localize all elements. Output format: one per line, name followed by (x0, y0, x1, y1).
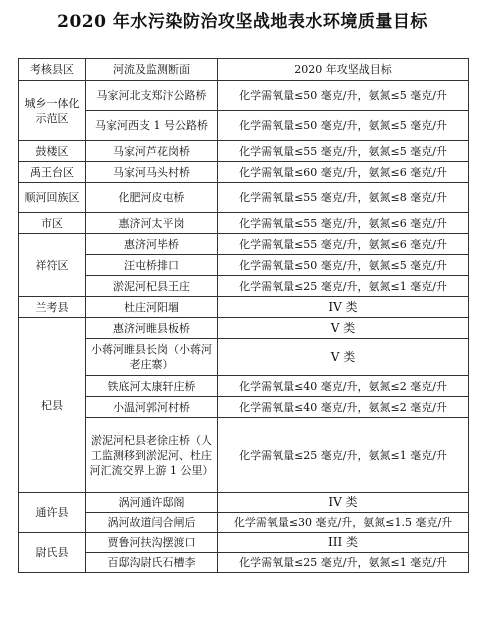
target-cell: 化学需氧量≤50 毫克/升，氨氮≤5 毫克/升 (218, 81, 469, 111)
section-cell: 惠济河毕桥 (86, 234, 218, 255)
table-row (19, 162, 469, 183)
target-cell: 化学需氧量≤55 毫克/升，氨氮≤6 毫克/升 (218, 234, 469, 255)
table-row (19, 376, 469, 397)
section-cell: 马家河芦花岗桥 (86, 141, 218, 162)
section-cell: 马家河马头村桥 (86, 162, 218, 183)
table-row (19, 533, 469, 553)
table-row (19, 339, 469, 376)
target-cell: 化学需氧量≤40 毫克/升，氨氮≤2 毫克/升 (218, 376, 469, 397)
document-title: 2020 年水污染防治攻坚战地表水环境质量目标 (57, 12, 428, 32)
table-row (19, 397, 469, 418)
section-cell: 惠济河太平岗 (86, 213, 218, 234)
table-header-row (19, 59, 469, 81)
section-cell: 淤泥河杞县老徐庄桥（人工监测移到淤泥河、杜庄河汇流交界上游 1 公里） (86, 418, 218, 493)
header-section: 河流及监测断面 (86, 59, 218, 81)
section-cell: 涡河故道闫合闸后 (86, 513, 218, 533)
table-row (19, 183, 469, 213)
table-row (19, 213, 469, 234)
section-cell: 马家河西支 1 号公路桥 (86, 111, 218, 141)
target-cell: 化学需氧量≤50 毫克/升，氨氮≤5 毫克/升 (218, 255, 469, 276)
region-cell: 顺河回族区 (19, 183, 86, 213)
target-cell: 化学需氧量≤30 毫克/升，氨氮≤1.5 毫克/升 (218, 513, 469, 533)
section-cell: 铁底河太康轩庄桥 (86, 376, 218, 397)
section-cell: 马家河北支郑汴公路桥 (86, 81, 218, 111)
table-row (19, 297, 469, 318)
target-cell: 化学需氧量≤25 毫克/升，氨氮≤1 毫克/升 (218, 418, 469, 493)
table-row (19, 493, 469, 513)
header-target: 2020 年攻坚战目标 (218, 59, 469, 81)
target-cell: 化学需氧量≤55 毫克/升，氨氮≤6 毫克/升 (218, 213, 469, 234)
table-row (19, 234, 469, 255)
target-cell: IV 类 (218, 493, 469, 513)
table-row (19, 513, 469, 533)
table-row (19, 141, 469, 162)
target-cell: IV 类 (218, 297, 469, 318)
target-cell: 化学需氧量≤55 毫克/升，氨氮≤5 毫克/升 (218, 141, 469, 162)
target-cell: 化学需氧量≤25 毫克/升，氨氮≤1 毫克/升 (218, 553, 469, 573)
section-cell: 淤泥河杞县王庄 (86, 276, 218, 297)
region-cell: 城乡一体化示范区 (19, 81, 86, 141)
region-cell: 兰考县 (19, 297, 86, 318)
table-row (19, 318, 469, 339)
section-cell: 小蒋河睢县长岗（小蒋河老庄寨） (86, 339, 218, 376)
target-cell: V 类 (218, 318, 469, 339)
section-cell: 汪屯桥排口 (86, 255, 218, 276)
region-cell: 祥符区 (19, 234, 86, 297)
table-row (19, 255, 469, 276)
targets-table (18, 58, 469, 573)
region-cell: 通许县 (19, 493, 86, 533)
section-cell: 贾鲁河扶沟摆渡口 (86, 533, 218, 553)
section-cell: 化肥河皮屯桥 (86, 183, 218, 213)
target-cell: 化学需氧量≤25 毫克/升，氨氮≤1 毫克/升 (218, 276, 469, 297)
section-cell: 杜庄河阳堌 (86, 297, 218, 318)
target-cell: III 类 (218, 533, 469, 553)
table-row (19, 418, 469, 493)
target-cell: V 类 (218, 339, 469, 376)
region-cell: 禹王台区 (19, 162, 86, 183)
region-cell: 尉氏县 (19, 533, 86, 573)
target-cell: 化学需氧量≤50 毫克/升，氨氮≤5 毫克/升 (218, 111, 469, 141)
region-cell: 市区 (19, 213, 86, 234)
section-cell: 百邸沟尉氏石槽李 (86, 553, 218, 573)
target-cell: 化学需氧量≤40 毫克/升，氨氮≤2 毫克/升 (218, 397, 469, 418)
table-row (19, 276, 469, 297)
target-cell: 化学需氧量≤55 毫克/升，氨氮≤8 毫克/升 (218, 183, 469, 213)
section-cell: 惠济河睢县板桥 (86, 318, 218, 339)
table-row (19, 553, 469, 573)
target-cell: 化学需氧量≤60 毫克/升，氨氮≤6 毫克/升 (218, 162, 469, 183)
region-cell: 鼓楼区 (19, 141, 86, 162)
region-cell: 杞县 (19, 318, 86, 493)
section-cell: 小温河郭河村桥 (86, 397, 218, 418)
table-row (19, 111, 469, 141)
header-region: 考核县区 (19, 59, 86, 81)
table-row (19, 81, 469, 111)
section-cell: 涡河通许邸阁 (86, 493, 218, 513)
